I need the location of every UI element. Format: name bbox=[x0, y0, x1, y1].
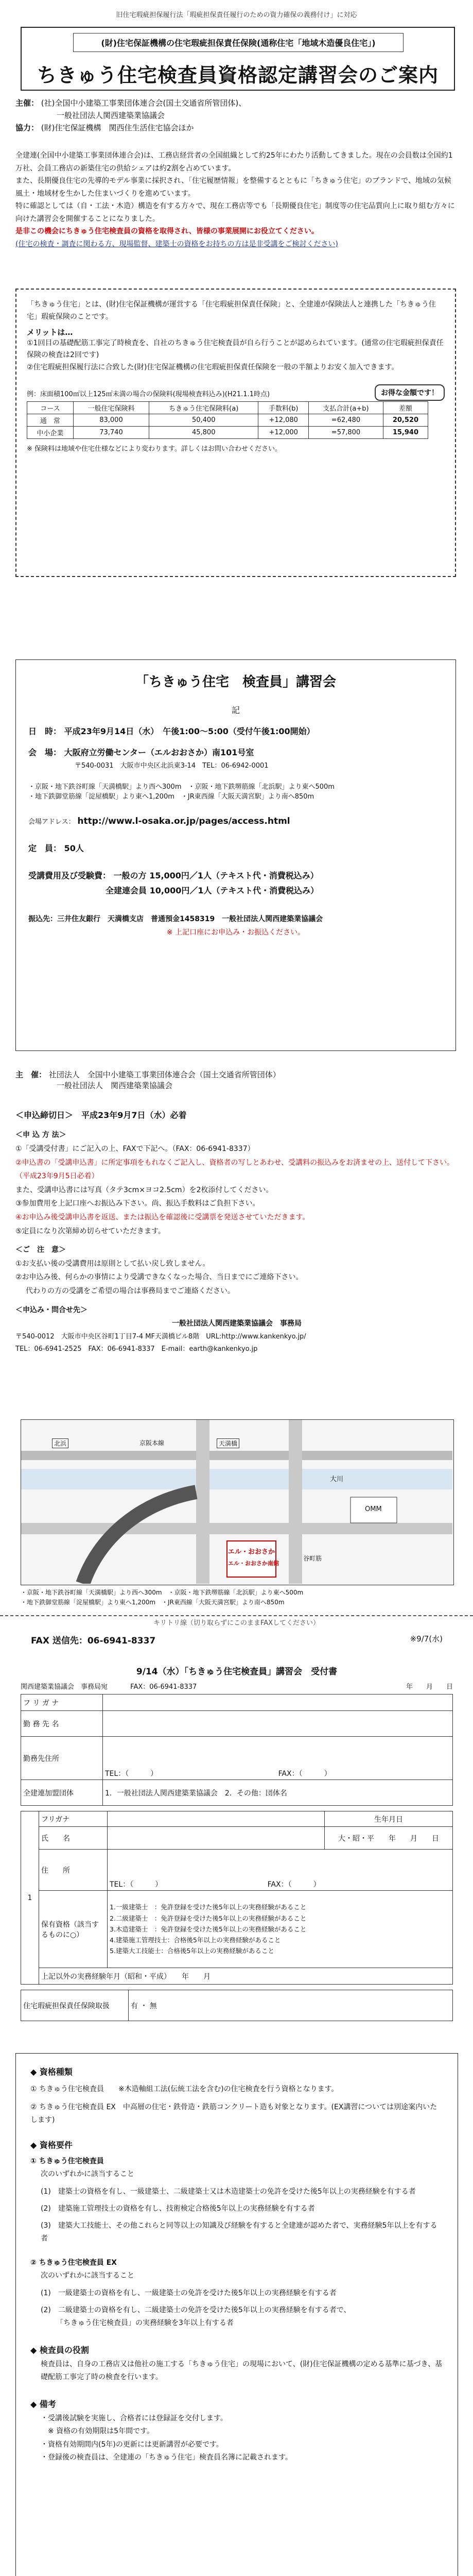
map-label-omm: OMM bbox=[365, 1505, 382, 1513]
contact-phones: TEL：06-6941-2525 FAX：06-6941-8337 E-mail：earth@kankenkyo.jp bbox=[15, 1345, 258, 1353]
experience-field[interactable]: 上記以外の実務経験年月（昭和・平成） 年 月 bbox=[39, 1968, 453, 1985]
host-line-2: 一般社団法人関西建築業協議会 bbox=[57, 111, 165, 120]
map-url-link[interactable]: http://www.l-osaka.or.jp/pages/access.html bbox=[77, 816, 290, 826]
address-field[interactable] bbox=[103, 1737, 453, 1780]
cell: 45,800 bbox=[149, 426, 258, 438]
venue-value: 大阪府立労働センター（エルおおさか）南101号室 bbox=[64, 748, 254, 757]
coop-text: (財)住宅保証機構 関西住生活住宅協会ほか bbox=[41, 123, 194, 132]
insurance-footnote: ※ 保険料は地域や住宅仕様などにより変わります。詳しくはお問い合わせください。 bbox=[27, 445, 282, 453]
map-label-tenmabashi: 天満橋 bbox=[217, 1438, 239, 1448]
intro-p4: 是非この機会にちきゅう住宅検査員の資格を取得され、皆様の事業展開にお役立てください。 bbox=[15, 227, 319, 235]
form-fax: FAX：06-6941-8337 bbox=[130, 1683, 197, 1691]
qualification-box bbox=[15, 2053, 458, 2576]
label-insurance: 住宅瑕疵担保責任保険取扱 bbox=[21, 1990, 129, 2021]
access-map bbox=[21, 1419, 454, 1585]
member-field[interactable]: 1．一般社団法人関西建築業協議会 2．その他：団体名 bbox=[103, 1780, 453, 1806]
form-title: 9/14（水）「ちきゅう住宅検査員」講習会 受付書 bbox=[136, 1667, 338, 1677]
remark-3: ・資格有効期間内(5年)の更新には更新講習が必要です。 bbox=[41, 2440, 223, 2449]
road-vertical-2 bbox=[289, 1420, 302, 1584]
note-2: ②お申込み後、何らかの事情により受講できなくなった場合、当日までにご連絡下さい。 bbox=[15, 1273, 303, 1282]
date-label: 日 時： bbox=[28, 726, 62, 736]
top-note-wrap bbox=[0, 9, 473, 19]
cell: 中小企業 bbox=[27, 426, 74, 438]
form-date: 年 月 日 bbox=[406, 1683, 453, 1691]
map-label-street: 谷町筋 bbox=[303, 1555, 322, 1562]
map-url-label: 会場アドレス： bbox=[28, 818, 75, 826]
furigana-field[interactable] bbox=[103, 1694, 453, 1711]
fee-member: 10,000円／1人（テキスト代・消費税込み） bbox=[149, 886, 319, 895]
table-row bbox=[27, 414, 428, 426]
label-person-furigana: フリガナ bbox=[39, 1811, 108, 1827]
intro-p1: 全建連(全国中小建築工事業団体連合会)は、工務店経営者の全国組織として約25年にわたり活動してきました。現在の会員数は全国約1万社、会員工務店の新築住宅の供給シェアは約2割を占めています。 bbox=[15, 151, 453, 173]
qual-4[interactable]: 4.建築施工管理技士：合格後5年以上の実務経験があること bbox=[110, 1936, 281, 1944]
title-banner bbox=[21, 27, 455, 91]
method-6: ⑤定員になり次第締め切らせていただきます。 bbox=[15, 1227, 166, 1235]
intro-p2: また、長期優良住宅の先導的モデル事業に採択され、「住宅履歴情報」を整備するとともに「ちきゅう住宅」のブランドで、地域の気候風土・地域材を生かした住まいづくりを進めています。 bbox=[15, 177, 451, 198]
req1-item-1: (1) 建築士の資格を有し、一級建築士、二級建築士又は木造建築士の免許を受けた後5年以上の実務経験を有する者 bbox=[41, 2187, 416, 2196]
fee-general-note: 一般の方 bbox=[113, 871, 147, 880]
remarks-title: ◆ 備考 bbox=[30, 2399, 56, 2410]
date-value: 平成23年9月14日（水） 午後1:00～5:00（受付午後1:00開始） bbox=[64, 726, 315, 736]
cut-line bbox=[0, 1615, 473, 1627]
form-dest: 関西建築業協議会 事務局宛 bbox=[21, 1683, 108, 1691]
event-subtitle: 記 bbox=[231, 705, 240, 715]
req1-item-3: (3) 建築大工技能士、その他これらと同等以上の知識及び経験を有すると全建連が認めた者で、実務経験5年以上を有する者 bbox=[41, 2221, 437, 2243]
label-furigana: フ リ ガ ナ bbox=[21, 1694, 103, 1711]
cell: 15,940 bbox=[383, 426, 428, 438]
contact-org: 一般社団法人関西建築業協議会 事務局 bbox=[172, 1319, 302, 1328]
method-5: ④お申込み後受講申込書を返送、または振込を確認後に受講票を発送させていただきます。 bbox=[15, 1213, 310, 1222]
deadline: ＜申込締切日＞ 平成23年9月7日（水）必着 bbox=[15, 1110, 187, 1120]
method-1: ①「受講受付書」にご記入の上、FAXで下記へ。（FAX：06-6941-8337） bbox=[15, 1144, 255, 1153]
coop-label: 協力： bbox=[15, 123, 39, 132]
cell: 73,740 bbox=[73, 426, 149, 438]
qual-3[interactable]: 3.木造建築士 ：免許登録を受けた後5年以上の実務経験があること bbox=[110, 1925, 307, 1933]
label-address: 勤務先住所 bbox=[21, 1737, 103, 1780]
insurance-box bbox=[15, 289, 456, 577]
label-member: 全建連加盟団体 bbox=[21, 1780, 103, 1806]
fee-label: 受講費用及び受験費： bbox=[28, 871, 111, 880]
cell: 通 常 bbox=[27, 414, 74, 426]
req1-title: ① ちきゅう住宅検査員 bbox=[30, 2157, 104, 2166]
rail-line bbox=[21, 1451, 452, 1460]
contact-address: 〒540-0012 大阪市中央区谷町1丁目7-4 MF天満橋ビル8階 URL:http://www.kankenkyo.jp/ bbox=[15, 1332, 306, 1341]
application-form bbox=[21, 1664, 453, 2021]
note-1: ①お支払い後の受講費用は原則として払い戻し致しません。 bbox=[15, 1259, 210, 1268]
road-horizontal bbox=[21, 1523, 452, 1534]
bank-note: ※ 上記口座にお申込み・お振込ください。 bbox=[166, 928, 305, 937]
map-caption-1: ・京阪・地下鉄谷町線「天満橋駅」より西へ300m ・京阪・地下鉄堺筋線「北浜駅」より東へ500m bbox=[21, 1589, 304, 1596]
qual-item-2: ② ちきゅう住宅検査員 EX 中高層の住宅・鉄骨造・鉄筋コンクリート造も対象となります。(EX講習については別途案内いたします) bbox=[30, 2103, 437, 2125]
cell: +12,000 bbox=[258, 426, 309, 438]
method-title: ＜申 込 方 法＞ bbox=[15, 1131, 66, 1140]
sponsor-line-1: 社団法人 全国中小建築工事業団体連合会（国土交通省所管団体） bbox=[48, 1070, 281, 1079]
form-table-person bbox=[21, 1811, 453, 1985]
fax-dest: FAX 送信先：06-6941-8337 bbox=[31, 1636, 156, 1646]
scope-title: ◆ 検査員の役割 bbox=[30, 2345, 89, 2355]
remark-1: ・受講後試験を実施し、合格者には登録証を交付します。 bbox=[41, 2414, 227, 2423]
access-1: ・京阪・地下鉄谷町線「天満橋駅」より西へ300m ・京阪・地下鉄堺筋線「北浜駅」より東へ500m bbox=[28, 783, 335, 791]
col-general: 一般住宅保険料 bbox=[73, 401, 149, 414]
label-dob: 生年月日 bbox=[325, 1811, 453, 1827]
sponsor bbox=[15, 1069, 458, 1091]
notes-title: ＜ご 注 意＞ bbox=[15, 1246, 66, 1255]
intro bbox=[15, 149, 458, 250]
note-3: 代わりの方の受講をご希望の場合は事務局までご連絡ください。 bbox=[26, 1286, 235, 1295]
fax-line bbox=[31, 1633, 443, 1646]
qual-item-1: ① ちきゅう住宅検査員 ※木造軸組工法(伝統工法を含む)の住宅検査を行う資格となります。 bbox=[30, 2084, 339, 2093]
page-title: ちきゅう住宅検査員資格認定講習会のご案内 bbox=[37, 64, 439, 87]
sponsor-line-2: 一般社団法人 関西建築業協議会 bbox=[57, 1081, 173, 1090]
col-chikyu: ちきゅう住宅保険料(a) bbox=[149, 401, 258, 414]
req2-item-3: 「ちきゅう住宅検査員」の実務経験を3年以上有する者 bbox=[56, 2319, 234, 2328]
label-quals: 保有資格（該当するものに○） bbox=[39, 1891, 108, 1968]
application bbox=[15, 1108, 458, 1356]
form-table-insurance bbox=[21, 1990, 453, 2021]
req1-lead: 次のいずれかに該当すること bbox=[41, 2170, 134, 2179]
host-label: 主催： bbox=[15, 98, 39, 108]
cell: =62,480 bbox=[309, 414, 383, 426]
method-2: ②申込書の「受講申込書」に所定事項をもれなくご記入し、資格者の写しとあわせ、受講料の振込みをお済ませの上、送付して下さい。（平成23年9月5日必着） bbox=[15, 1158, 454, 1181]
person-fax-label: FAX：（ ） bbox=[267, 1880, 321, 1889]
river-shape bbox=[21, 1469, 452, 1489]
contact-title: ＜申込み・問合せ先＞ bbox=[15, 1306, 87, 1314]
name-field[interactable] bbox=[108, 1827, 325, 1850]
top-note: 旧住宅瑕疵担保履行法「瑕疵担保責任履行のための資力確保の義務付け」に対応 bbox=[116, 11, 357, 19]
company-field[interactable] bbox=[103, 1711, 453, 1737]
quals-field[interactable] bbox=[108, 1891, 453, 1968]
deal-callout: お得な金額です！ bbox=[375, 384, 445, 401]
venue-label: 会 場： bbox=[28, 748, 62, 757]
col-course: コース bbox=[27, 401, 74, 414]
qual-2[interactable]: 2.二級建築士 ：免許登録を受けた後5年以上の実務経験があること bbox=[110, 1914, 307, 1922]
qual-1[interactable]: 1.一級建築士 ：免許登録を受けた後5年以上の実務経験があること bbox=[110, 1903, 307, 1911]
col-total: 支払合計(a+b) bbox=[309, 401, 383, 414]
header-box-text: (財)住宅保証機構の住宅瑕疵担保責任保険(通称住宅「地域木造優良住宅」) bbox=[73, 33, 404, 52]
method-3: また、受講申込書には写真（タテ3cm×ヨコ2.5cm）を2枚添付してください。 bbox=[15, 1185, 273, 1194]
remark-2: ※ 資格の有効期限は5年間です。 bbox=[41, 2427, 154, 2436]
intro-p5: (住宅の検査・調査に関わる方、現場監督、建築士の資格をお持ちの方は是非受講をご検討ください) bbox=[15, 240, 338, 248]
fax-date-hint: ※9/7(水) bbox=[410, 1634, 443, 1643]
cut-note: キリトリ線（切り取らずにこのままFAXしてください） bbox=[153, 1619, 320, 1627]
cell: 20,520 bbox=[383, 414, 428, 426]
req2-lead: 次のいずれかに該当すること bbox=[41, 2272, 134, 2280]
cell: +12,080 bbox=[258, 414, 309, 426]
qual-5[interactable]: 5.建築大工技能士：合格後5年以上の実務経験があること bbox=[110, 1947, 274, 1955]
merit-title: メリットは… bbox=[27, 327, 73, 337]
fax-label: FAX：（ ） bbox=[278, 1770, 331, 1778]
merit-2: ②住宅瑕疵担保履行法に合致した(財)住宅保証機構の住宅瑕疵担保責任保険を一般の半額よりお安く加入できます。 bbox=[27, 363, 399, 372]
event-box bbox=[15, 659, 456, 1051]
form-table-company bbox=[21, 1694, 453, 1806]
cell: 83,000 bbox=[73, 414, 149, 426]
person-furigana-field[interactable] bbox=[108, 1811, 325, 1827]
road-vertical bbox=[196, 1420, 209, 1584]
col-fee: 手数料(b) bbox=[258, 401, 309, 414]
event-title: 「ちきゅう住宅 検査員」講習会 bbox=[135, 674, 336, 690]
insurance-field[interactable]: 有 ・ 無 bbox=[129, 1990, 453, 2021]
label-company: 勤 務 先 名 bbox=[21, 1711, 103, 1737]
person-tel-label: TEL：（ ） bbox=[110, 1880, 163, 1889]
req-title: ◆ 資格要件 bbox=[30, 2140, 73, 2150]
host-line-1: (社)全国中小建築工事業団体連合会(国土交通省所管団体)、 bbox=[41, 98, 247, 108]
map-label-venue-south: エル・おおさか南館 bbox=[228, 1560, 279, 1567]
organizers bbox=[15, 97, 458, 134]
map-label-rail: 京阪本線 bbox=[139, 1439, 165, 1447]
method-4: ③参加費用を上記口座へお振込み下さい。尚、振込手数料はご負担下さい。 bbox=[15, 1199, 260, 1208]
intro-p3: 特に確認としては（自・工法・木造）構造を有する方々で、現在工務店等でも「長期優良住宅」制度等の住宅品質向上に取り組む方々に向けた講習会を開催することになりました。 bbox=[15, 202, 455, 223]
col-diff: 差額 bbox=[383, 401, 428, 414]
remark-4: ・登録後の検査員は、全建連の「ちきゅう住宅」検査員名簿に記載されます。 bbox=[41, 2453, 292, 2462]
map-captions bbox=[21, 1588, 453, 1607]
insurance-lead: 「ちきゅう住宅」とは、(財)住宅保証機構が運営する「住宅瑕疵担保責任保険」と、全建連が保険法人と連携した「ちきゅう住宅」瑕疵保険のことです。 bbox=[27, 300, 436, 321]
dob-field[interactable]: 大・昭・平 年 月 日 bbox=[325, 1827, 453, 1850]
fee-general: 15,000円／1人（テキスト代・消費税込み） bbox=[149, 871, 319, 880]
person-index: 1 bbox=[21, 1811, 39, 1985]
map-label-kitahama: 北浜 bbox=[52, 1438, 68, 1448]
req2-item-2: (2) 二級建築士の資格を有し、二級建築士の免許を受けた後5年以上の実務経験を有する者で、 bbox=[41, 2306, 351, 2314]
person-address-field[interactable] bbox=[108, 1850, 453, 1891]
merit-1: ①1回目の基礎配筋工事完了時検査を、自社のちきゅう住宅検査員が自ら行うことが認められています。(通常の住宅瑕疵担保責任保険の検査は2回です) bbox=[27, 338, 444, 360]
label-name: 氏 名 bbox=[39, 1827, 108, 1850]
map-caption-2: ・地下鉄御堂筋線「淀屋橋駅」より東へ1,200m ・JR東西線「大阪天満宮駅」より南へ850m bbox=[21, 1599, 285, 1606]
scope-text: 検査員は、自身の工務店又は他社の施工する「ちきゅう住宅」の現場において、(財)住宅保証機構の定める基準に基づき、基礎配筋工事完了時の検査を行います。 bbox=[41, 2360, 443, 2382]
sponsor-label: 主 催： bbox=[15, 1070, 47, 1079]
premium-table bbox=[27, 401, 428, 439]
req2-item-1: (1) 一級建築士の資格を有し、一級建築士の免許を受けた後5年以上の実務経験を有する者 bbox=[41, 2289, 337, 2297]
access-2: ・地下鉄御堂筋線「淀屋橋駅」より東へ1,200m ・JR東西線「大阪天満宮駅」より南へ850m bbox=[28, 793, 314, 801]
qual-title: ◆ 資格種類 bbox=[30, 2067, 73, 2077]
capacity-value: 50人 bbox=[64, 843, 84, 853]
capacity-label: 定 員： bbox=[28, 843, 62, 853]
req1-item-2: (2) 建築施工管理技士の資格を有し、技術検定合格後5年以上の実務経験を有する者 bbox=[41, 2204, 315, 2213]
req2-title: ② ちきゅう住宅検査員 EX bbox=[30, 2259, 117, 2267]
cell: =57,800 bbox=[309, 426, 383, 438]
map-label-river: 大川 bbox=[330, 1476, 344, 1483]
table-caption: 例：床面積100㎡以上125㎡未満の場合の保険料(現場検査料込み)(H21.1.1時点) bbox=[27, 390, 270, 398]
table-row bbox=[27, 426, 428, 438]
map-label-venue: エル・おおさか bbox=[228, 1548, 275, 1556]
bank-line: 振込先：三井住友銀行 天満橋支店 普通預金1458319 一般社団法人関西建築業協議会 bbox=[28, 915, 323, 923]
venue-address: 〒540-0031 大阪市中央区北浜東3-14 TEL：06-6942-0001 bbox=[75, 762, 269, 770]
label-person-address: 住 所 bbox=[39, 1850, 108, 1891]
cell: 50,400 bbox=[149, 414, 258, 426]
fee-member-note: 全建連会員 bbox=[106, 886, 147, 895]
tel-label: TEL：（ ） bbox=[105, 1770, 158, 1778]
